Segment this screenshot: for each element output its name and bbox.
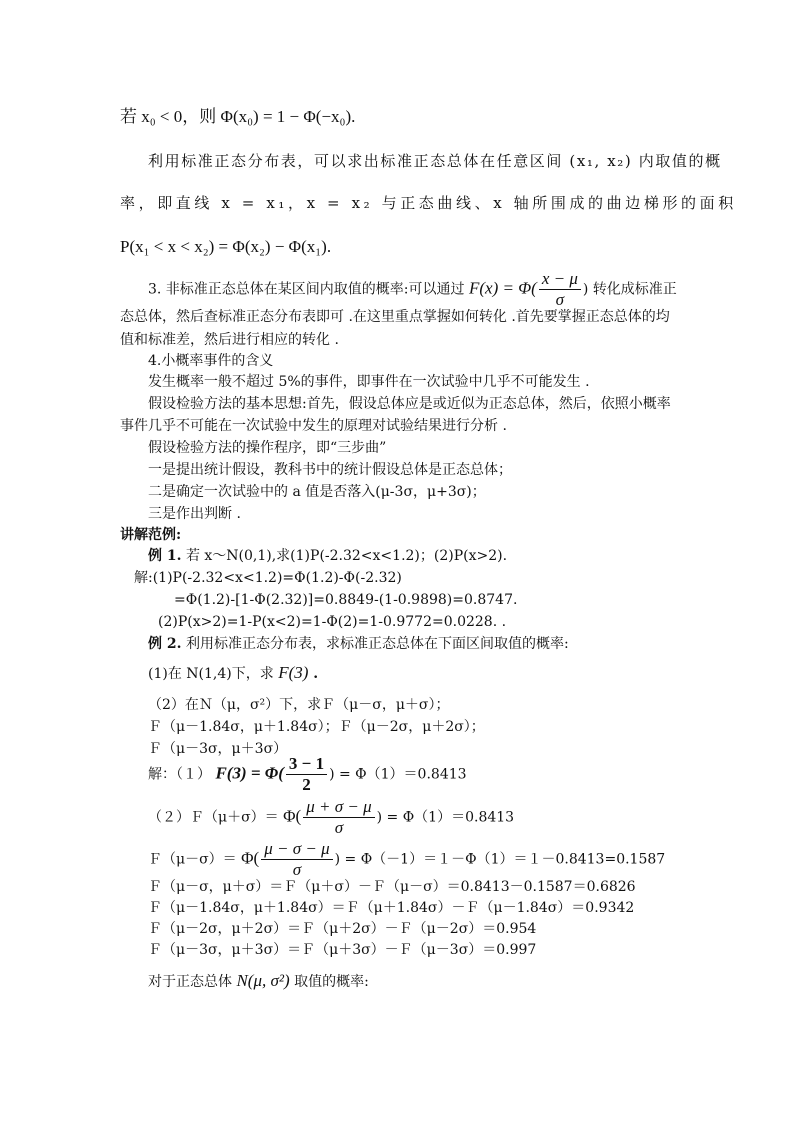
example-line bbox=[148, 637, 569, 651]
text-segment: 解：（１） bbox=[148, 766, 211, 783]
text-line: Ｆ（μ－1.84σ，μ＋1.84σ）；Ｆ（μ－2σ，μ＋2σ）； bbox=[148, 719, 485, 735]
text-line: Ｆ（μ－3σ，μ＋3σ）＝Ｆ（μ＋3σ）－Ｆ（μ－3σ）＝0.997 bbox=[148, 942, 537, 958]
formula-line bbox=[148, 798, 514, 837]
text-line: 4.小概率事件的含义 bbox=[148, 353, 274, 369]
text-line: 假设检验方法的操作程序，即“三步曲” bbox=[148, 440, 387, 456]
example-label: 例 2. bbox=[148, 636, 182, 652]
formula-text: F(3) = Φ( bbox=[215, 763, 284, 783]
text-line: Ｆ（μ－1.84σ，μ＋1.84σ）＝Ｆ（μ＋1.84σ）－Ｆ（μ－1.84σ）＝0.9342 bbox=[148, 900, 635, 916]
text-segment: (1)在 N(1,4)下，求 bbox=[148, 666, 274, 682]
text-line: 一是提出统计假设，教科书中的统计假设总体是正态总体； bbox=[148, 462, 512, 478]
text-line: 假设检验方法的基本思想:首先，假设总体应是或近似为正态总体，然后，依照小概率 bbox=[148, 396, 671, 412]
text-line: 值和标准差，然后进行相应的转化 . bbox=[120, 332, 339, 348]
text-segment: 若 x～N(0,1),求(1)P(-2.32<x<1.2)；(2)P(x>2). bbox=[185, 548, 508, 564]
text-segment: ) = Φ（1）＝0.8413 bbox=[329, 766, 467, 783]
section-heading: 讲解范例: bbox=[120, 527, 182, 543]
text-segment: （２）Ｆ（μ＋σ）＝ bbox=[148, 809, 279, 826]
text-line bbox=[148, 972, 369, 989]
text-line: Ｆ（μ－σ，μ＋σ）＝Ｆ（μ＋σ）－Ｆ（μ－σ）＝0.8413－0.1587＝0.6826 bbox=[148, 879, 636, 895]
fraction-numerator: μ + σ − μ bbox=[303, 798, 374, 818]
text-segment: 对于正态总体 bbox=[148, 974, 232, 990]
text-line: Ｆ（μ－3σ，μ＋3σ） bbox=[148, 741, 288, 757]
fraction-denominator: σ bbox=[334, 817, 344, 837]
text-segment: 3. 非标准正态总体在某区间内取值的概率:可以通过 bbox=[148, 281, 465, 298]
example-label: 例 1. bbox=[148, 548, 182, 564]
text-line: P(x₁ < x < x₂) = Φ(x₂) − Φ(x₁). bbox=[120, 237, 332, 256]
text-line: (2)P(x>2)=1-P(x<2)=1-Φ(2)=1-0.9772=0.0228. . bbox=[158, 614, 507, 630]
text-segment: ) 转化成标准正 bbox=[582, 281, 677, 298]
formula-line bbox=[148, 840, 665, 879]
text-line: =Φ(1.2)-[1-Φ(2.32)]=0.8849-(1-0.9898)=0.8747. bbox=[174, 592, 518, 608]
fraction-numerator: μ − σ − μ bbox=[261, 840, 332, 860]
text-segment: . bbox=[308, 666, 319, 682]
text-line: 态总体，然后查标准正态分布表即可 .在这里重点掌握如何转化 .首先要掌握正态总体的均 bbox=[120, 309, 670, 325]
fraction-denominator: σ bbox=[292, 859, 302, 879]
fraction bbox=[303, 798, 374, 837]
fraction bbox=[286, 755, 327, 794]
text-line bbox=[148, 664, 318, 681]
text-segment: 取值的概率: bbox=[294, 974, 369, 990]
formula-text: F(3) bbox=[278, 663, 309, 682]
fraction-numerator: 3 − 1 bbox=[286, 755, 327, 775]
text-segment: Ｆ（μ－σ）＝ bbox=[148, 851, 237, 868]
formula-text: Φ( bbox=[241, 848, 260, 868]
fraction-denominator: 2 bbox=[302, 774, 311, 794]
text-line: 发生概率一般不超过 5%的事件，即事件在一次试验中几乎不可能发生 . bbox=[148, 374, 590, 390]
text-segment: 利用标准正态分布表，求标准正态总体在下面区间取值的概率: bbox=[185, 636, 569, 652]
text-line: 若 x₀ < 0，则 Φ(x₀) = 1 − Φ(−x₀). bbox=[120, 107, 356, 126]
text-line: （2）在Ｎ（μ，σ²）下，求Ｆ（μ－σ，μ＋σ）； bbox=[148, 697, 450, 713]
formula-text: Φ( bbox=[283, 806, 302, 826]
text-segment: ) = Φ（1）＝0.8413 bbox=[376, 809, 515, 826]
text-line: 率，即直线 x = x₁，x = x₂ 与正态曲线、x 轴所围成的曲边梯形的面积 bbox=[120, 194, 737, 212]
fraction bbox=[261, 840, 332, 879]
text-line: 二是确定一次试验中的 a 值是否落入(μ-3σ，μ+3σ)； bbox=[148, 484, 486, 500]
text-line: 解:(1)P(-2.32<x<1.2)=Φ(1.2)-Φ(-2.32) bbox=[134, 570, 402, 586]
formula-text: N(μ, σ²) bbox=[236, 971, 290, 990]
formula-line bbox=[148, 270, 677, 309]
text-line: 利用标准正态分布表，可以求出标准正态总体在任意区间 (x₁, x₂) 内取值的概 bbox=[148, 152, 722, 170]
fraction-numerator: x − μ bbox=[539, 270, 581, 290]
text-segment: ) = Φ（－1）＝１－Φ（1）＝１－0.8413=0.1587 bbox=[334, 851, 666, 868]
fraction-denominator: σ bbox=[555, 289, 565, 309]
formula-line bbox=[148, 755, 467, 794]
text-line: 事件几乎不可能在一次试验中发生的原理对试验结果进行分析 . bbox=[120, 418, 507, 434]
text-line: Ｆ（μ－2σ，μ＋2σ）＝Ｆ（μ＋2σ）－Ｆ（μ－2σ）＝0.954 bbox=[148, 921, 537, 937]
example-line bbox=[148, 549, 507, 563]
fraction bbox=[539, 270, 581, 309]
text-line: 三是作出判断 . bbox=[148, 506, 241, 522]
formula-text: F(x) = Φ( bbox=[468, 278, 537, 298]
